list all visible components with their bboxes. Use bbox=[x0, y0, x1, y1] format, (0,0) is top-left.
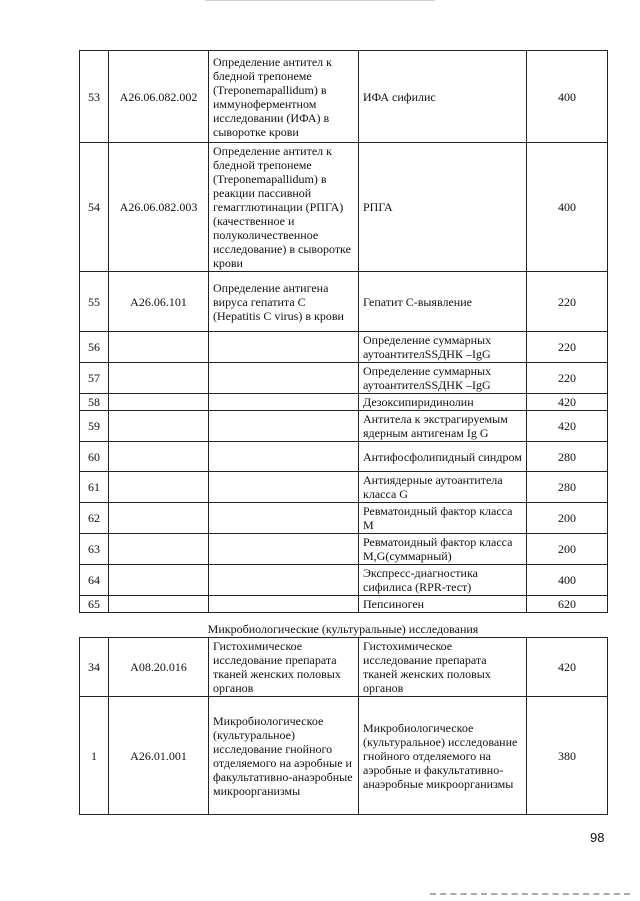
service-full-name bbox=[209, 332, 359, 363]
service-full-name bbox=[209, 394, 359, 411]
service-full-name bbox=[209, 442, 359, 472]
price: 280 bbox=[527, 472, 608, 503]
service-full-name bbox=[209, 596, 359, 613]
service-code: A26.06.082.002 bbox=[109, 51, 209, 143]
section-title: Микробиологические (культуральные) исследования bbox=[207, 622, 479, 636]
price: 200 bbox=[527, 534, 608, 565]
row-number: 34 bbox=[80, 638, 109, 697]
table-row bbox=[80, 638, 608, 697]
service-full-name bbox=[209, 565, 359, 596]
table-row bbox=[80, 51, 608, 143]
price: 420 bbox=[527, 638, 608, 697]
scan-edge-top bbox=[205, 0, 435, 9]
microbiology-table-body bbox=[80, 638, 608, 815]
row-number: 59 bbox=[80, 411, 109, 442]
service-code bbox=[109, 394, 209, 411]
row-number: 54 bbox=[80, 143, 109, 272]
service-code bbox=[109, 596, 209, 613]
service-code bbox=[109, 363, 209, 394]
price-table-body bbox=[80, 51, 608, 613]
service-full-name: Определение антител к бледной трепонеме (Treponemapallidum) в реакции пассивной гемагглютинации (РПГА) (качественное и полуколичественное исследование) в сыворотке крови bbox=[209, 143, 359, 272]
service-code bbox=[109, 565, 209, 596]
row-number: 62 bbox=[80, 503, 109, 534]
row-number: 65 bbox=[80, 596, 109, 613]
service-code bbox=[109, 411, 209, 442]
service-full-name: Гистохимическое исследование препарата тканей женских половых органов bbox=[209, 638, 359, 697]
service-code bbox=[109, 332, 209, 363]
page-number: 98 bbox=[590, 830, 605, 845]
row-number: 58 bbox=[80, 394, 109, 411]
price: 400 bbox=[527, 143, 608, 272]
service-full-name bbox=[209, 534, 359, 565]
row-number: 57 bbox=[80, 363, 109, 394]
service-code bbox=[109, 472, 209, 503]
service-short-name: Антифосфолипидный синдром bbox=[359, 442, 527, 472]
service-code bbox=[109, 442, 209, 472]
table-row bbox=[80, 332, 608, 363]
row-number: 1 bbox=[80, 697, 109, 815]
service-short-name: Гистохимическое исследование препарата тканей женских половых органов bbox=[359, 638, 527, 697]
service-short-name: Ревматоидный фактор класса М bbox=[359, 503, 527, 534]
price: 620 bbox=[527, 596, 608, 613]
service-full-name: Определение антигена вируса гепатита С (Hepatitis C virus) в крови bbox=[209, 272, 359, 332]
price: 280 bbox=[527, 442, 608, 472]
price: 220 bbox=[527, 363, 608, 394]
table-row bbox=[80, 363, 608, 394]
row-number: 60 bbox=[80, 442, 109, 472]
table-row bbox=[80, 503, 608, 534]
service-full-name: Микробиологическое (культуральное) исследование гнойного отделяемого на аэробные и факультативно-анаэробные микроорганизмы bbox=[209, 697, 359, 815]
service-short-name: Экспресс-диагностика сифилиса (RPR-тест) bbox=[359, 565, 527, 596]
price: 420 bbox=[527, 394, 608, 411]
service-full-name: Определение антител к бледной трепонеме (Treponemapallidum) в иммуноферментном исследовании (ИФА) в сыворотке крови bbox=[209, 51, 359, 143]
service-full-name bbox=[209, 363, 359, 394]
table-row bbox=[80, 394, 608, 411]
price: 400 bbox=[527, 565, 608, 596]
price: 400 bbox=[527, 51, 608, 143]
price: 200 bbox=[527, 503, 608, 534]
price: 420 bbox=[527, 411, 608, 442]
service-code bbox=[109, 503, 209, 534]
service-code: A08.20.016 bbox=[109, 638, 209, 697]
table-row bbox=[80, 411, 608, 442]
table-row bbox=[80, 472, 608, 503]
service-short-name: Микробиологическое (культуральное) исследование гнойного отделяемого на аэробные и факультативно-анаэробные микроорганизмы bbox=[359, 697, 527, 815]
service-short-name: Ревматоидный фактор класса M,G(суммарный) bbox=[359, 534, 527, 565]
service-code bbox=[109, 534, 209, 565]
service-short-name: Определение суммарных аутоантителSSДНК –IgG bbox=[359, 363, 527, 394]
price: 220 bbox=[527, 272, 608, 332]
service-short-name: РПГА bbox=[359, 143, 527, 272]
row-number: 64 bbox=[80, 565, 109, 596]
service-short-name: Антитела к экстрагируемым ядерным антигенам Ig G bbox=[359, 411, 527, 442]
service-code: A26.06.082.003 bbox=[109, 143, 209, 272]
service-code: A26.06.101 bbox=[109, 272, 209, 332]
row-number: 53 bbox=[80, 51, 109, 143]
table-row bbox=[80, 143, 608, 272]
service-short-name: Гепатит С-выявление bbox=[359, 272, 527, 332]
table-row bbox=[80, 442, 608, 472]
row-number: 55 bbox=[80, 272, 109, 332]
row-number: 63 bbox=[80, 534, 109, 565]
table-row bbox=[80, 565, 608, 596]
price: 220 bbox=[527, 332, 608, 363]
service-code: A26.01.001 bbox=[109, 697, 209, 815]
service-short-name: Дезоксипиридинолин bbox=[359, 394, 527, 411]
service-full-name bbox=[209, 411, 359, 442]
row-number: 56 bbox=[80, 332, 109, 363]
scan-edge-bottom bbox=[430, 893, 630, 895]
service-short-name: Определение суммарных аутоантителSSДНК –IgG bbox=[359, 332, 527, 363]
service-short-name: ИФА сифилис bbox=[359, 51, 527, 143]
table-row bbox=[80, 534, 608, 565]
table-row bbox=[80, 697, 608, 815]
row-number: 61 bbox=[80, 472, 109, 503]
table-row bbox=[80, 596, 608, 613]
price-table bbox=[79, 50, 608, 613]
table-row bbox=[80, 272, 608, 332]
service-full-name bbox=[209, 472, 359, 503]
service-full-name bbox=[209, 503, 359, 534]
microbiology-table bbox=[79, 637, 608, 815]
price: 380 bbox=[527, 697, 608, 815]
service-short-name: Антиядерные аутоантитела класса G bbox=[359, 472, 527, 503]
service-short-name: Пепсиноген bbox=[359, 596, 527, 613]
